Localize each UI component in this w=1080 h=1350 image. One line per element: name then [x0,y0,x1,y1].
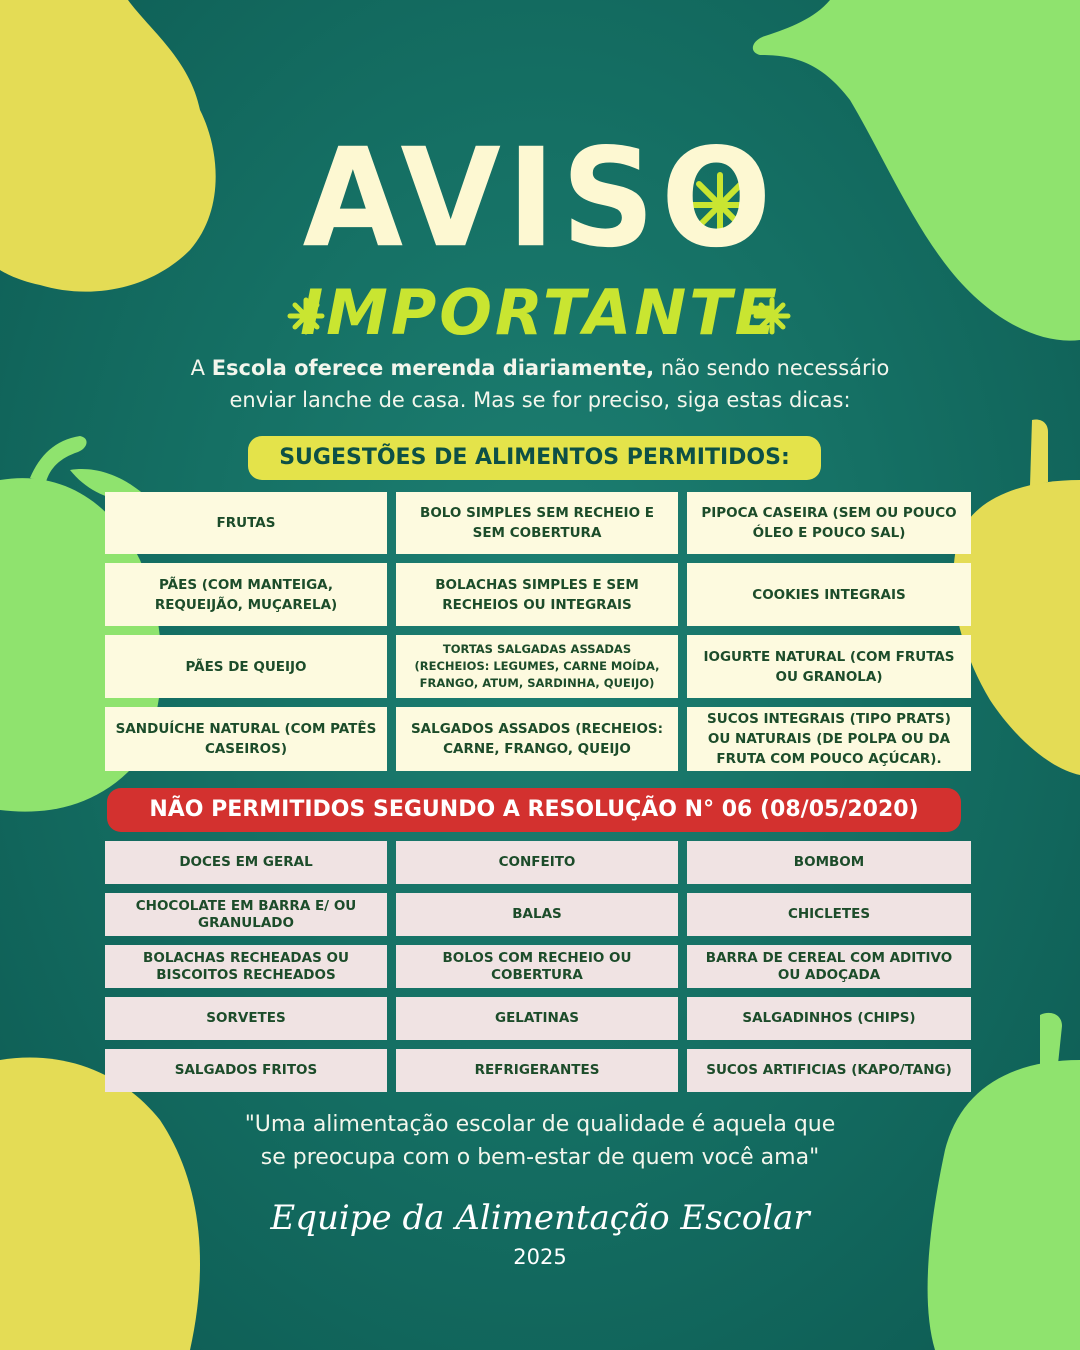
allowed-heading: SUGESTÕES DE ALIMENTOS PERMITIDOS: [248,436,821,480]
banned-item: CONFEITO [396,841,678,884]
title-aviso: AVISO [302,118,778,278]
allowed-item: SALGADOS ASSADOS (RECHEIOS: CARNE, FRANGO, QUEIJO [396,707,678,771]
intro-line2: enviar lanche de casa. Mas se for preciso, siga estas dicas: [229,388,851,412]
intro-rest: não sendo necessário [660,356,890,380]
banned-item: DOCES EM GERAL [105,841,387,884]
allowed-item: PIPOCA CASEIRA (SEM OU POUCO ÓLEO E POUCO SAL) [687,492,971,554]
allowed-foods-grid [105,492,973,771]
allowed-item: PÃES DE QUEIJO [105,635,387,698]
allowed-item: BOLO SIMPLES SEM RECHEIO E SEM COBERTURA [396,492,678,554]
banned-item: REFRIGERANTES [396,1049,678,1092]
quote-line2: se preocupa com o bem-estar de quem você ama" [260,1145,820,1170]
allowed-item: COOKIES INTEGRAIS [687,563,971,626]
allowed-item: TORTAS SALGADAS ASSADAS (RECHEIOS: LEGUMES, CARNE MOÍDA, FRANGO, ATUM, SARDINHA, QUEIJO) [396,635,678,698]
banned-item: BOLOS COM RECHEIO OU COBERTURA [396,945,678,988]
allowed-item: SANDUÍCHE NATURAL (COM PATÊS CASEIROS) [105,707,387,771]
banned-item: SALGADINHOS (CHIPS) [687,997,971,1040]
signature: Equipe da Alimentação Escolar [270,1198,810,1238]
banned-item: BOMBOM [687,841,971,884]
banned-foods-grid [105,841,973,1092]
banned-item: BARRA DE CEREAL COM ADITIVO OU ADOÇADA [687,945,971,988]
banned-item: BALAS [396,893,678,936]
allowed-item: SUCOS INTEGRAIS (TIPO PRATS) OU NATURAIS (DE POLPA OU DA FRUTA COM POUCO AÇÚCAR). [687,707,971,771]
allowed-item: IOGURTE NATURAL (COM FRUTAS OU GRANOLA) [687,635,971,698]
quote [140,1108,940,1174]
banned-item: BOLACHAS RECHEADAS OU BISCOITOS RECHEADOS [105,945,387,988]
intro-text [120,352,960,416]
banned-item: SALGADOS FRITOS [105,1049,387,1092]
year: 2025 [513,1245,567,1269]
bottom-right-pepper-stem [1040,1013,1062,1066]
allowed-item: PÃES (COM MANTEIGA, REQUEIJÃO, MUÇARELA) [105,563,387,626]
allowed-item: BOLACHAS SIMPLES E SEM RECHEIOS OU INTEGRAIS [396,563,678,626]
banned-item: CHICLETES [687,893,971,936]
intro-bold: Escola oferece merenda diariamente, [211,356,655,380]
banned-heading: NÃO PERMITIDOS SEGUNDO A RESOLUÇÃO N° 06 (08/05/2020) [107,788,961,832]
banned-item: SORVETES [105,997,387,1040]
intro-prefix: A [190,356,206,380]
banned-item: SUCOS ARTIFICIAS (KAPO/TANG) [687,1049,971,1092]
banned-item: CHOCOLATE EM BARRA E/ OU GRANULADO [105,893,387,936]
quote-line1: "Uma alimentação escolar de qualidade é aquela que [244,1112,836,1137]
banned-item: GELATINAS [396,997,678,1040]
right-pepper-stem [1030,420,1048,487]
title-importante: IMPORTANTE [300,276,780,349]
allowed-item: FRUTAS [105,492,387,554]
